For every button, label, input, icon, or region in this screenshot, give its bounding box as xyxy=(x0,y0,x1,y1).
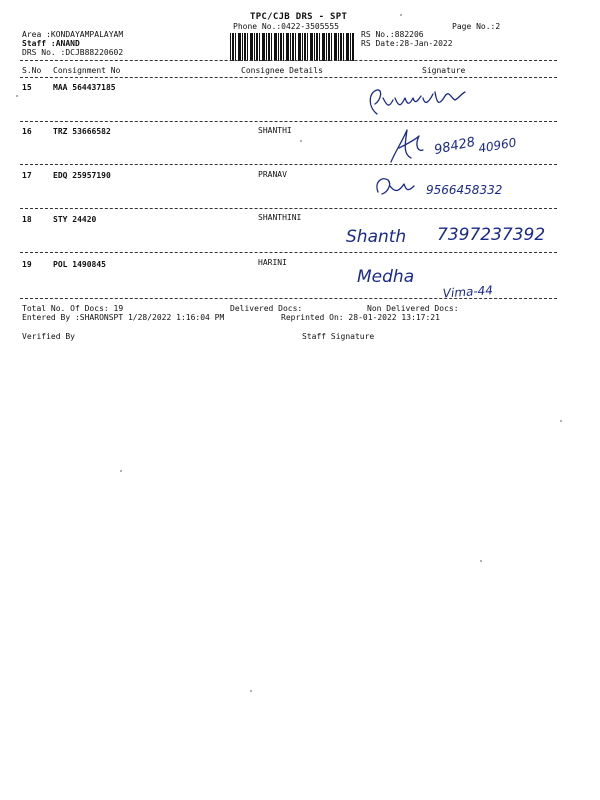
signature-row-18-phone: 7397237392 xyxy=(437,225,546,245)
row-consignment: STY 24420 xyxy=(53,215,97,224)
row-consignee: PRANAV xyxy=(258,170,287,179)
area-label: Area :KONDAYAMPALAYAM xyxy=(22,30,124,39)
row-consignment: POL 1490845 xyxy=(53,260,106,269)
signature-row-17-phone: 9566458332 xyxy=(426,183,503,197)
row-consignment: TRZ 53666582 xyxy=(53,127,111,136)
signature-row-19-name: Medha xyxy=(357,267,415,287)
row-consignee: HARINI xyxy=(258,258,287,267)
barcode-image xyxy=(230,33,355,61)
row-divider xyxy=(20,252,557,253)
signature-row-16-number: 98428 xyxy=(432,134,477,158)
signature-row-16 xyxy=(385,122,525,170)
row-consignment: MAA 564437185 xyxy=(53,83,116,92)
row-divider xyxy=(20,208,557,209)
row-consignee: SHANTHINI xyxy=(258,213,302,222)
non-delivered-docs: Non Delivered Docs: xyxy=(367,304,459,313)
signature-row-17 xyxy=(370,172,540,202)
scan-speck xyxy=(400,14,402,16)
column-header-consignee: Consignee Details xyxy=(241,66,323,75)
row-consignee: SHANTHI xyxy=(258,126,292,135)
scan-speck xyxy=(250,690,252,692)
row-sno: 15 xyxy=(22,83,32,92)
reprinted-on: Reprinted On: 28-01-2022 13:17:21 xyxy=(281,313,440,322)
row-consignment: EDQ 25957190 xyxy=(53,171,111,180)
phone-number: Phone No.:0422-3505555 xyxy=(233,22,339,31)
scan-speck xyxy=(560,420,562,422)
row-sno: 16 xyxy=(22,127,32,136)
document-title: TPC/CJB DRS - SPT xyxy=(250,12,348,22)
delivered-docs: Delivered Docs: xyxy=(230,304,303,313)
column-header-consignment: Consignment No xyxy=(53,66,121,75)
page-number: Page No.:2 xyxy=(452,22,501,31)
verified-by-label: Verified By xyxy=(22,332,75,341)
signature-row-18-name: Shanth xyxy=(346,227,407,247)
scan-speck xyxy=(480,560,482,562)
row-sno: 19 xyxy=(22,260,32,269)
row-sno: 18 xyxy=(22,215,32,224)
signature-row-15 xyxy=(365,84,475,124)
header-divider xyxy=(20,60,557,61)
scan-speck xyxy=(300,140,302,142)
signature-row-18 xyxy=(342,212,562,252)
signature-row-16-number-2: 40960 xyxy=(477,135,518,156)
staff-signature-label: Staff Signature xyxy=(302,332,375,341)
signature-row-19 xyxy=(355,258,545,302)
entered-by: Entered By :SHARONSPT 1/28/2022 1:16:04 PM xyxy=(22,313,225,322)
staff-label: Staff :ANAND xyxy=(22,39,80,48)
drs-number: DRS No. :DCJB88220602 xyxy=(22,48,124,57)
signature-row-19-note: Vima-44 xyxy=(442,283,494,301)
column-header-sno: S.No xyxy=(22,66,42,75)
rs-number: RS No.:882206 xyxy=(361,30,424,39)
row-sno: 17 xyxy=(22,171,32,180)
column-header-signature: Signature xyxy=(422,66,466,75)
total-docs: Total No. Of Docs: 19 xyxy=(22,304,124,313)
column-header-divider xyxy=(20,77,557,78)
scan-speck xyxy=(16,95,18,97)
rs-date: RS Date:28-Jan-2022 xyxy=(361,39,453,48)
scan-speck xyxy=(120,470,122,472)
